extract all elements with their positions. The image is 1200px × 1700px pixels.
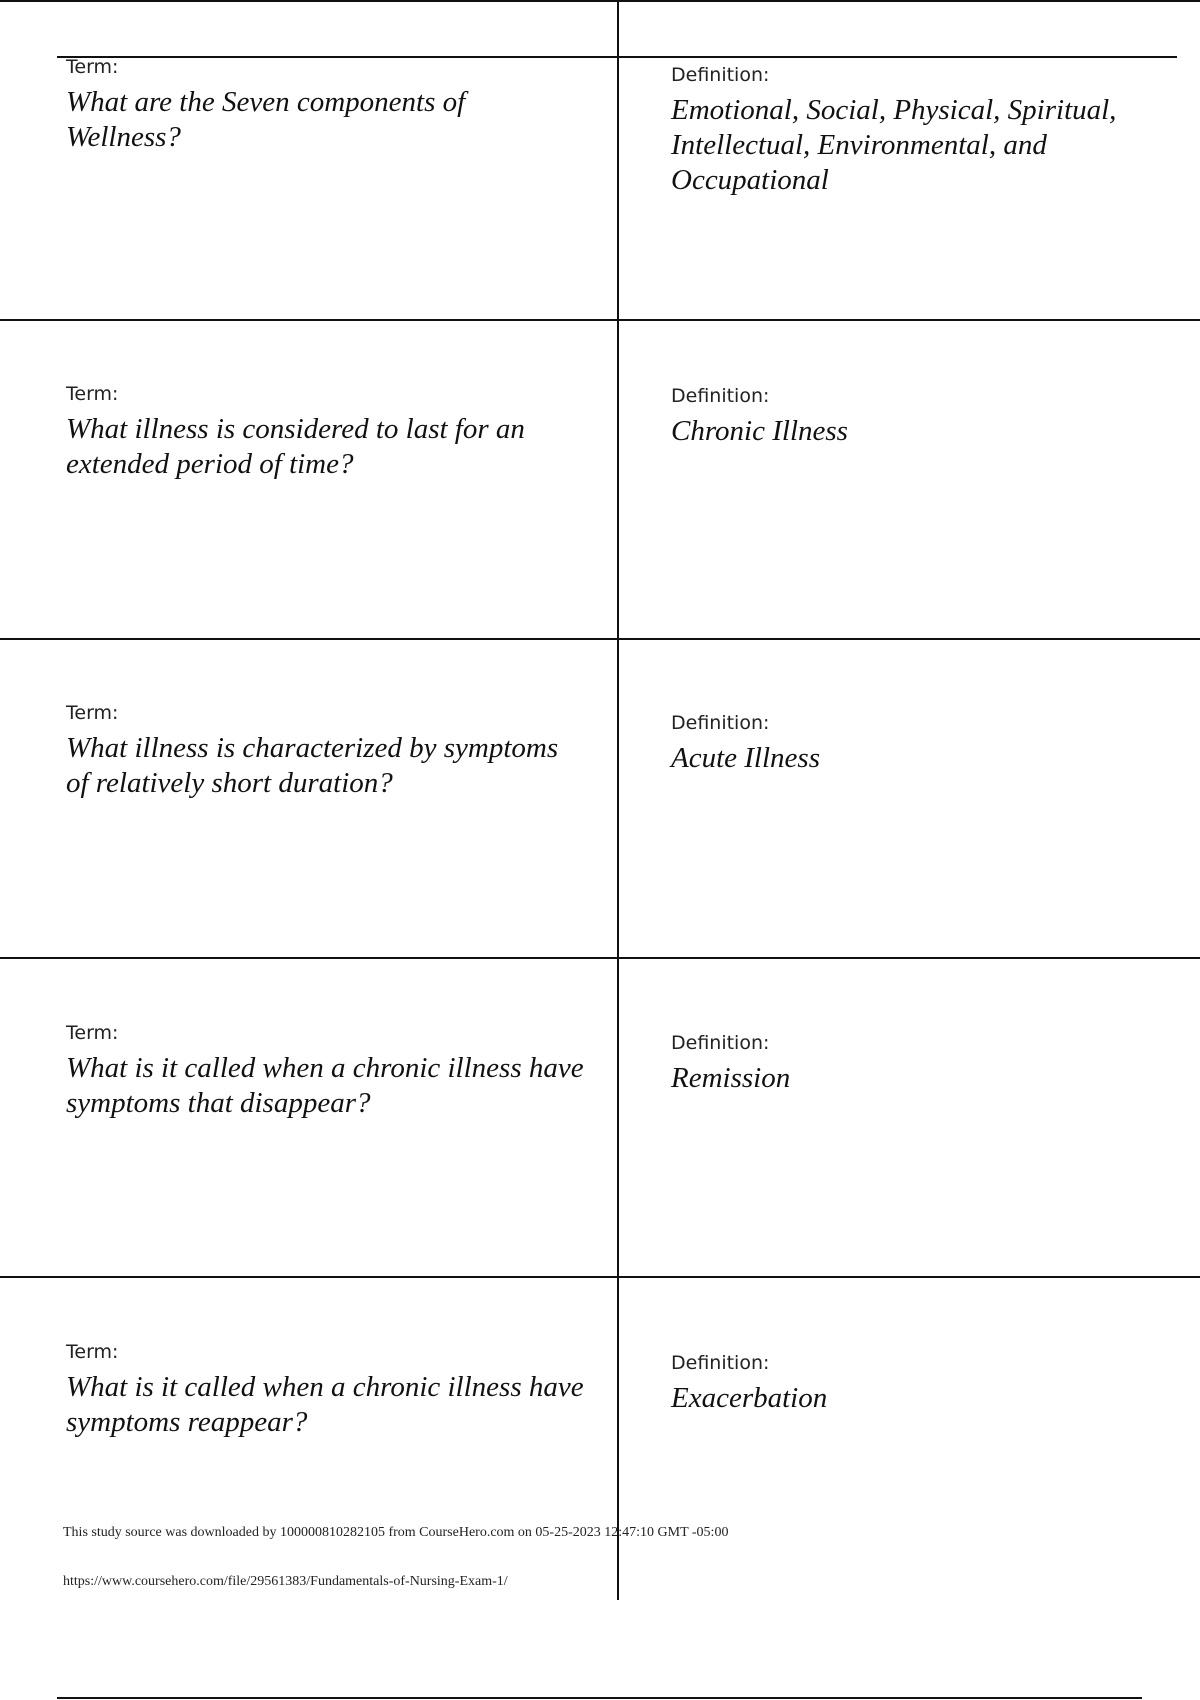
flashcard-definition xyxy=(671,1031,1171,1096)
term-text: What are the Seven components of Wellness? xyxy=(66,86,466,153)
definition-label: Definition: xyxy=(671,385,770,407)
definition-text: Chronic Illness xyxy=(671,415,848,447)
term-text: What is it called when a chronic illness have symptoms that disappear? xyxy=(66,1052,584,1119)
definition-text: Acute Illness xyxy=(671,742,820,774)
flashcard-term xyxy=(66,701,586,801)
definition-label: Definition: xyxy=(671,1352,770,1374)
term-label: Term: xyxy=(66,1022,119,1044)
definition-label: Definition: xyxy=(671,1032,770,1054)
definition-text: Exacerbation xyxy=(671,1382,828,1414)
row-divider-line xyxy=(0,319,1200,321)
definition-label: Definition: xyxy=(671,712,770,734)
source-watermark-text: This study source was downloaded by 100000810282105 from CourseHero.com on 05-25-2023 12:47:10 GMT -05:00 xyxy=(63,1525,729,1540)
flashcard-term xyxy=(66,1021,586,1121)
source-url-text: https://www.coursehero.com/file/29561383/Fundamentals-of-Nursing-Exam-1/ xyxy=(63,1574,508,1589)
row-divider-line xyxy=(0,1276,1200,1278)
term-label: Term: xyxy=(66,383,119,405)
flashcard-definition xyxy=(671,711,1171,776)
row-divider-line xyxy=(0,957,1200,959)
definition-text: Emotional, Social, Physical, Spiritual, Intellectual, Environmental, and Occupational xyxy=(671,94,1117,196)
definition-text: Remission xyxy=(671,1062,791,1094)
term-label: Term: xyxy=(66,56,119,78)
flashcard-term xyxy=(66,55,586,155)
bottom-line xyxy=(57,1697,1142,1699)
term-text: What illness is considered to last for an extended period of time? xyxy=(66,413,525,480)
flashcard-term xyxy=(66,1340,586,1440)
term-label: Term: xyxy=(66,702,119,724)
definition-label: Definition: xyxy=(671,64,770,86)
column-divider-line xyxy=(617,0,619,1600)
term-text: What illness is characterized by symptoms of relatively short duration? xyxy=(66,732,559,799)
flashcard-term xyxy=(66,382,586,482)
term-text: What is it called when a chronic illness have symptoms reappear? xyxy=(66,1371,584,1438)
flashcard-definition xyxy=(671,63,1171,198)
top-border-line xyxy=(0,0,1200,2)
row-divider-line xyxy=(0,638,1200,640)
flashcard-definition xyxy=(671,384,1171,449)
flashcard-definition xyxy=(671,1351,1171,1416)
term-label: Term: xyxy=(66,1341,119,1363)
